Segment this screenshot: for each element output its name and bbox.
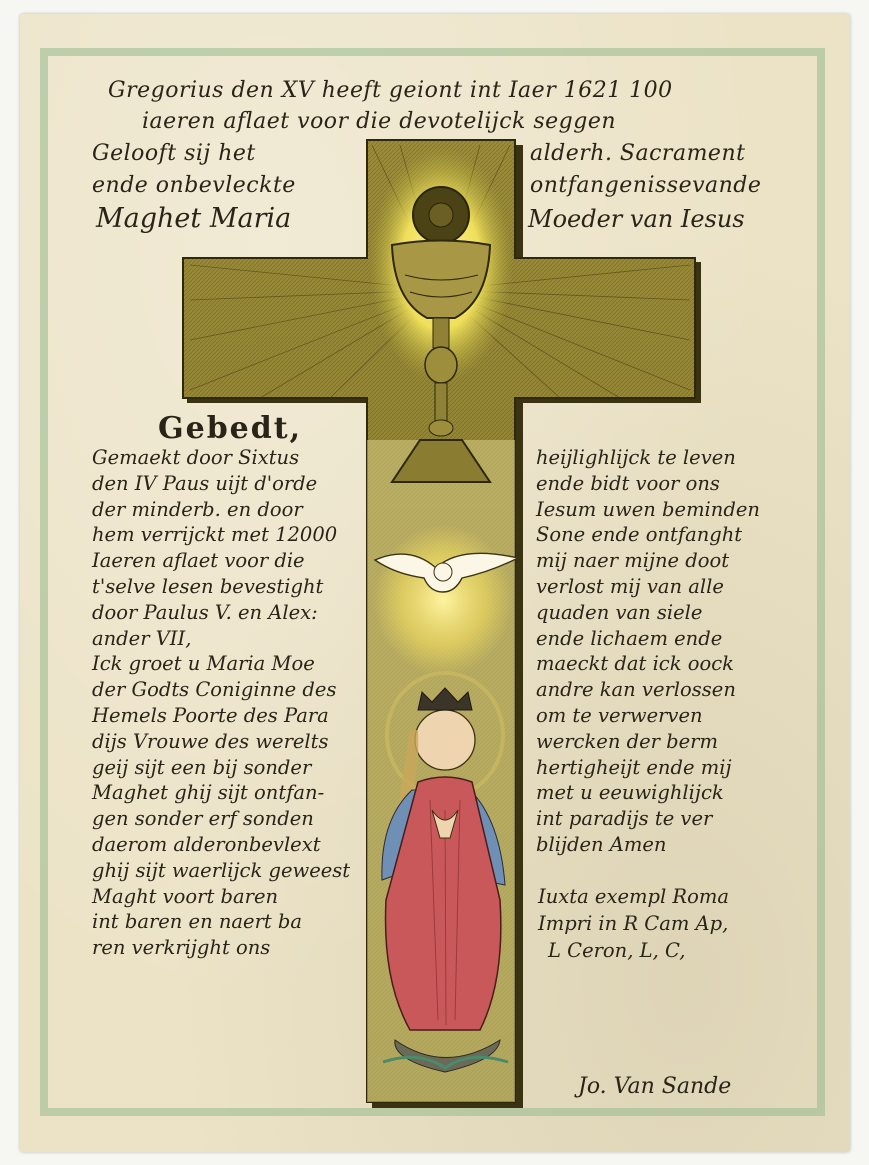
prayer-line: Ick groet u Maria Moe xyxy=(92,652,315,676)
prayer-line: ende lichaem ende xyxy=(536,626,723,650)
prayer-line: Hemels Poorte des Para xyxy=(92,704,329,727)
prayer-line: met u eeuwighlijck xyxy=(536,781,724,805)
prayer-line: gen sonder erf sonden xyxy=(92,807,314,831)
prayer-line: der minderb. en door xyxy=(92,497,303,521)
prayer-line: den IV Paus uijt d'orde xyxy=(92,471,318,495)
prayer-line: daerom alderonbevlext xyxy=(92,833,321,856)
prayer-line: blijden Amen xyxy=(536,833,667,856)
prayer-line: ende bidt voor ons xyxy=(536,471,720,495)
prayer-line: int baren en naert ba xyxy=(92,910,303,934)
prayer-line: mij naer mijne doot xyxy=(536,549,730,573)
prayer-line: hem verrijckt met 12000 xyxy=(92,523,338,547)
imprint-line: L Ceron, L, C, xyxy=(548,939,686,962)
prayer-line: Iesum uwen beminden xyxy=(536,497,760,521)
prayer-line: Gemaekt door Sixtus xyxy=(92,446,300,469)
prayer-line: andre kan verlossen xyxy=(536,678,736,702)
prayer-line: ren verkrijght ons xyxy=(92,936,271,960)
dove-glow xyxy=(373,525,513,675)
header-line-2: iaeren aflaet voor die devotelijck seggen xyxy=(142,109,617,134)
prayer-line: ghij sijt waerlijck geweest xyxy=(92,858,351,882)
header-right-2: ontfangenissevande xyxy=(530,173,762,198)
prayer-line: Maght voort baren xyxy=(92,884,279,908)
header-right-1: alderh. Sacrament xyxy=(530,141,746,166)
prayer-line: om te verwerven xyxy=(536,704,703,727)
prayer-line: door Paulus V. en Alex: xyxy=(92,600,318,624)
prayer-line: verlost mij van alle xyxy=(536,575,724,598)
header-right-3: Moeder van Iesus xyxy=(528,205,745,233)
engraver-signature: Jo. Van Sande xyxy=(578,1074,732,1099)
prayer-line: Maghet ghij sijt ontfan- xyxy=(92,781,325,805)
prayer-line: wercken der berm xyxy=(536,729,718,753)
header-left-3: Maghet Maria xyxy=(96,203,292,234)
prayer-line: hertigheijt ende mij xyxy=(536,755,732,779)
header-line-1: Gregorius den XV heeft geiont int Iaer 1621 100 xyxy=(108,78,673,103)
imprint-line: Impri in R Cam Ap, xyxy=(538,912,729,935)
prayer-line: quaden van siele xyxy=(536,600,703,624)
prayer-line: Iaeren aflaet voor die xyxy=(92,549,305,573)
prayer-line: maeckt dat ick oock xyxy=(536,652,734,676)
prayer-title: Gebedt, xyxy=(158,411,303,446)
prayer-line: t'selve lesen bevestight xyxy=(92,575,324,598)
prayer-line: geij sijt een bij sonder xyxy=(92,755,312,779)
prayer-line: ander VII, xyxy=(92,626,192,650)
prayer-line: heijlighlijck te leven xyxy=(536,446,736,469)
imprint-line: Iuxta exempl Roma xyxy=(538,885,729,908)
header-left-2: ende onbevleckte xyxy=(92,173,296,198)
prayer-line: int paradijs te ver xyxy=(536,807,713,831)
prayer-line: dijs Vrouwe des werelts xyxy=(92,729,329,753)
prayer-line: der Godts Coniginne des xyxy=(92,678,337,702)
prayer-line: Sone ende ontfanght xyxy=(536,523,743,547)
header-left-1: Gelooft sij het xyxy=(92,141,256,166)
